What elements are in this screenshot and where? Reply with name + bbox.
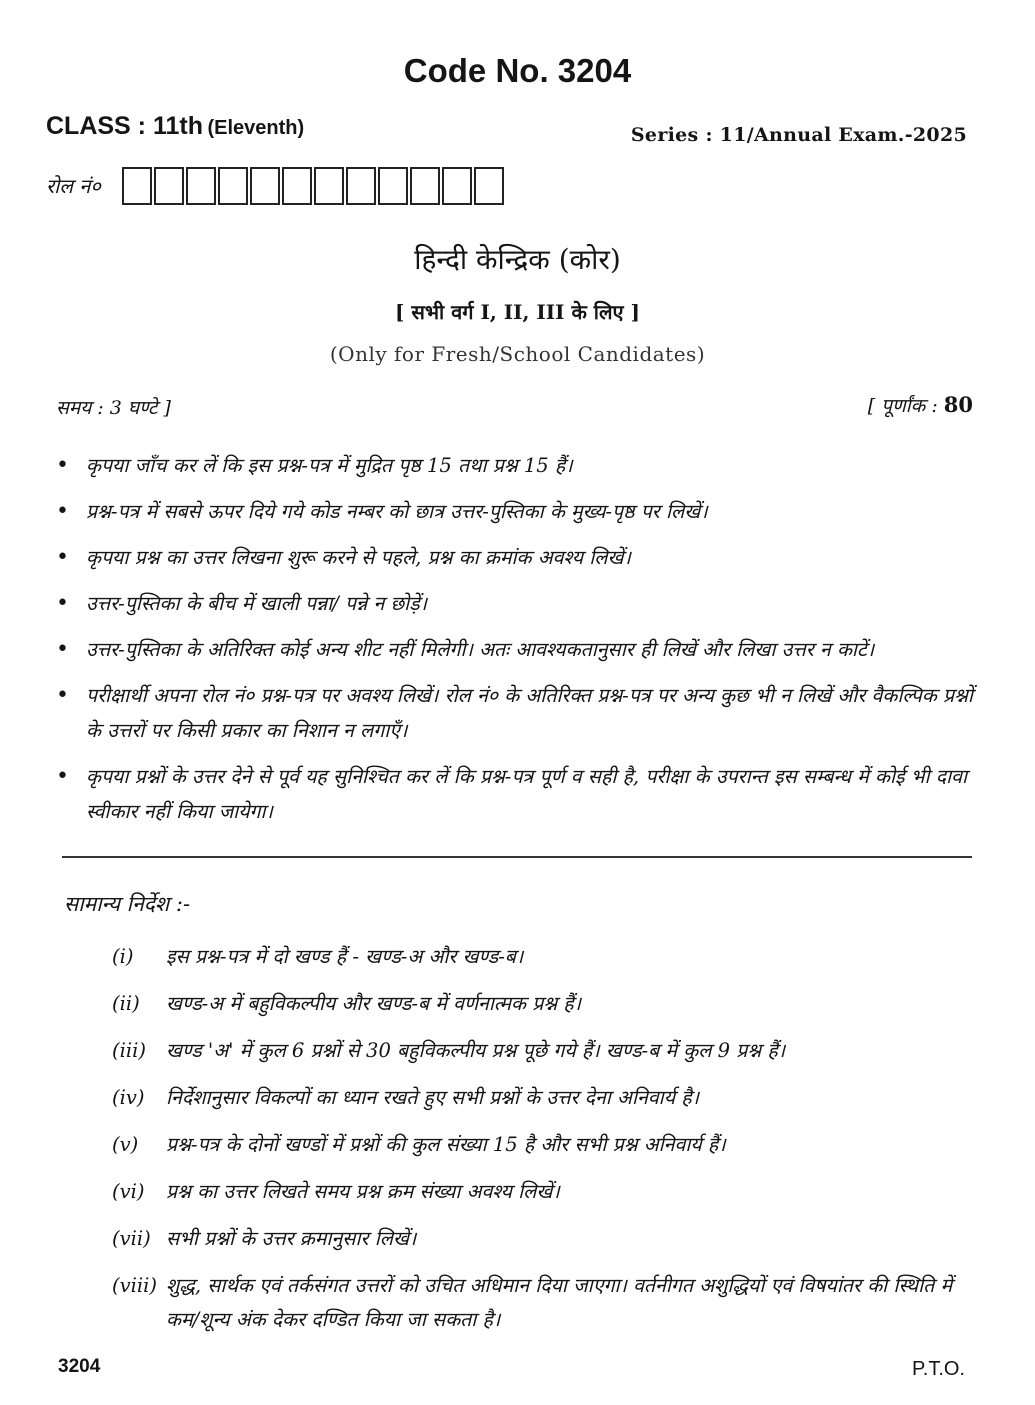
roll-number-boxes bbox=[122, 167, 506, 205]
direction-text: शुद्ध, सार्थक एवं तर्कसंगत उत्तरों को उचित अधिमान दिया जाएगा। वर्तनीगत अशुद्धियों एवं विषयांतर की स्थिति में कम/शून्य अंक देकर दण्डित किया जा सकता है। bbox=[166, 1274, 953, 1331]
direction-text: सभी प्रश्नों के उत्तर क्रमानुसार लिखें। bbox=[166, 1227, 417, 1250]
direction-item bbox=[112, 940, 982, 974]
direction-text: इस प्रश्न-पत्र में दो खण्ड हैं - खण्ड-अ और खण्ड-ब। bbox=[166, 945, 524, 968]
roll-number-box bbox=[186, 167, 216, 205]
candidates-note: (Only for Fresh/School Candidates) bbox=[329, 342, 706, 366]
instruction-item: • उत्तर-पुस्तिका के बीच में खाली पन्ना/ पन्ने न छोड़ें। bbox=[56, 586, 976, 621]
roll-number-box bbox=[282, 167, 312, 205]
instruction-item: • कृपया प्रश्न का उत्तर लिखना शुरू करने से पहले, प्रश्न का क्रमांक अवश्य लिखें। bbox=[56, 540, 976, 575]
class-label: CLASS : 11th bbox=[46, 112, 203, 140]
direction-number: (vi) bbox=[112, 1180, 145, 1203]
general-directions-list bbox=[112, 940, 982, 1350]
roll-number-box bbox=[154, 167, 184, 205]
footer-code: 3204 bbox=[58, 1356, 101, 1377]
direction-item bbox=[112, 1269, 982, 1337]
general-directions-heading: सामान्य निर्देश :- bbox=[64, 892, 191, 916]
max-marks-label: [ पूर्णांक : bbox=[867, 395, 938, 417]
max-marks bbox=[868, 392, 973, 418]
direction-number: (i) bbox=[112, 945, 134, 968]
direction-number: (viii) bbox=[112, 1274, 157, 1297]
roll-number-box bbox=[122, 167, 152, 205]
instruction-item: • कृपया प्रश्नों के उत्तर देने से पूर्व यह सुनिश्चित कर लें कि प्रश्न-पत्र पूर्ण व सही है, परीक्षा के उपरान्त इस सम्बन्ध में कोई भी दावा स्वीकार नहीं किया जायेगा। bbox=[56, 759, 976, 829]
class-info bbox=[46, 112, 304, 141]
section-divider bbox=[62, 856, 972, 858]
direction-text: प्रश्न-पत्र के दोनों खण्डों में प्रश्नों की कुल संख्या 15 है और सभी प्रश्न अनिवार्य हैं। bbox=[166, 1133, 726, 1156]
direction-number: (iv) bbox=[112, 1086, 145, 1109]
direction-number: (v) bbox=[112, 1133, 139, 1156]
groups-note: [ सभी वर्ग I, II, III के लिए ] bbox=[395, 300, 640, 324]
direction-item bbox=[112, 1222, 982, 1256]
roll-number-box bbox=[346, 167, 376, 205]
direction-item bbox=[112, 1175, 982, 1209]
direction-text: निर्देशानुसार विकल्पों का ध्यान रखते हुए सभी प्रश्नों के उत्तर देना अनिवार्य है। bbox=[166, 1086, 699, 1109]
instructions-list bbox=[56, 448, 976, 840]
direction-item bbox=[112, 1128, 982, 1162]
direction-item bbox=[112, 987, 982, 1021]
roll-number-box bbox=[410, 167, 440, 205]
direction-text: प्रश्न का उत्तर लिखते समय प्रश्न क्रम संख्या अवश्य लिखें। bbox=[166, 1180, 560, 1203]
roll-number-box bbox=[314, 167, 344, 205]
direction-number: (iii) bbox=[112, 1039, 146, 1062]
direction-number: (ii) bbox=[112, 992, 140, 1015]
roll-number-box bbox=[474, 167, 504, 205]
pto-label: P.T.O. bbox=[912, 1358, 965, 1380]
instruction-item: • उत्तर-पुस्तिका के अतिरिक्त कोई अन्य शीट नहीं मिलेगी। अतः आवश्यकतानुसार ही लिखें और लिखा उत्तर न काटें। bbox=[56, 632, 976, 667]
direction-text: खण्ड 'अ' में कुल 6 प्रश्नों से 30 बहुविकल्पीय प्रश्न पूछे गये हैं। खण्ड-ब में कुल 9 प्रश्न हैं। bbox=[166, 1039, 786, 1062]
class-sub-label: (Eleventh) bbox=[207, 117, 305, 139]
roll-number-box bbox=[378, 167, 408, 205]
roll-number-box bbox=[250, 167, 280, 205]
direction-item bbox=[112, 1034, 982, 1068]
series-label: Series : 11/Annual Exam.-2025 bbox=[630, 124, 967, 146]
instruction-item: • कृपया जाँच कर लें कि इस प्रश्न-पत्र में मुद्रित पृष्ठ 15 तथा प्रश्न 15 हैं। bbox=[56, 448, 976, 483]
code-number: Code No. 3204 bbox=[403, 52, 632, 89]
direction-item bbox=[112, 1081, 982, 1115]
direction-number: (vii) bbox=[112, 1227, 151, 1250]
max-marks-value: 80 bbox=[943, 392, 973, 417]
direction-text: खण्ड-अ में बहुविकल्पीय और खण्ड-ब में वर्णनात्मक प्रश्न हैं। bbox=[166, 992, 582, 1015]
subject-title: हिन्दी केन्द्रिक (कोर) bbox=[414, 243, 621, 276]
roll-number-box bbox=[442, 167, 472, 205]
roll-number-box bbox=[218, 167, 248, 205]
roll-number-label: रोल नं० bbox=[46, 174, 101, 198]
instruction-item: • प्रश्न-पत्र में सबसे ऊपर दिये गये कोड नम्बर को छात्र उत्तर-पुस्तिका के मुख्य-पृष्ठ पर लिखें। bbox=[56, 494, 976, 529]
time-allowed: समय : 3 घण्टे ] bbox=[56, 397, 171, 419]
instruction-item: • परीक्षार्थी अपना रोल नं० प्रश्न-पत्र पर अवश्य लिखें। रोल नं० के अतिरिक्त प्रश्न-पत्र पर अन्य कुछ भी न लिखें और वैकल्पिक प्रश्नों के उत्तरों पर किसी प्रकार का निशान न लगाएँ। bbox=[56, 678, 976, 748]
